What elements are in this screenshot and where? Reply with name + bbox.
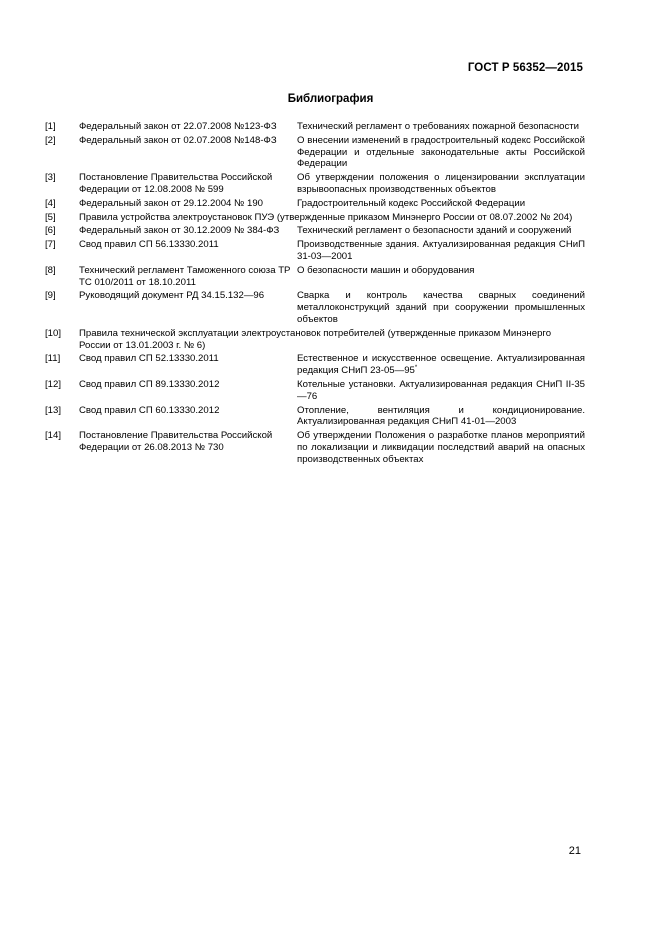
reference-full-text: Правила технической эксплуатации электроустановок потребителей (утвержденные приказом Минэнерго России от 13.01.2003 г. № 6) [79,327,552,351]
reference-item [45,353,585,377]
reference-number: [5] [45,211,56,223]
reference-source: Руководящий документ РД 34.15.132—96 [79,290,265,302]
reference-number: [14] [45,430,62,442]
reference-source: Свод правил СП 60.13330.2012 [79,404,220,416]
reference-source: Свод правил СП 56.13330.2011 [79,239,219,251]
reference-item [45,212,585,224]
reference-description: Технический регламент о безопасности зданий и сооружений [297,225,572,237]
reference-description: Котельные установки. Актуализированная редакция СНиП II-35—76 [297,378,585,402]
reference-description: Об утверждении положения о лицензировании эксплуатации взрывоопасных производственных объектов [297,172,585,195]
reference-description: О внесении изменений в градостроительный кодекс Российской Федерации и отдельные законодательные акты Российской Федерации [297,134,585,170]
reference-item [45,198,585,210]
bibliography-list [45,121,585,468]
reference-source: Федеральный закон от 22.07.2008 №123-ФЗ [79,121,277,132]
reference-item [45,172,585,196]
reference-source: Свод правил СП 52.13330.2011 [79,353,219,365]
reference-item [45,225,585,237]
reference-source: Постановление Правительства Российской Федерации от 12.08.2008 № 599 [79,172,273,195]
reference-number: [1] [45,121,56,132]
reference-number: [10] [45,327,62,339]
reference-item [45,121,585,133]
reference-number: [12] [45,378,62,390]
reference-description: Технический регламент о требованиях пожарной безопасности [297,121,580,132]
reference-item [45,379,585,403]
reference-number: [6] [45,225,56,237]
reference-full-text: Правила устройства электроустановок ПУЭ (утвержденные приказом Минэнерго России от 08.07.2002 № 204) [79,211,573,223]
reference-source: Свод правил СП 89.13330.2012 [79,378,220,390]
reference-number: [3] [45,172,56,184]
reference-number: [13] [45,404,62,416]
reference-description: Градостроительный кодекс Российской Федерации [297,197,526,209]
reference-source: Технический регламент Таможенного союза ТР ТС 010/2011 от 18.10.2011 [79,264,291,288]
reference-item [45,135,585,170]
reference-source: Постановление Правительства Российской Федерации от 26.08.2013 № 730 [79,430,273,453]
reference-number: [9] [45,290,56,302]
reference-number: [4] [45,197,56,209]
footnote-mark: * [414,364,418,371]
page-number: 21 [568,845,581,857]
reference-source: Федеральный закон от 29.12.2004 № 190 [79,197,264,209]
reference-description: Отопление, вентиляция и кондиционирование. Актуализированная редакция СНиП 41-01—2003 [297,404,585,428]
reference-item [45,405,585,429]
reference-item [45,430,585,465]
reference-number: [8] [45,264,56,276]
reference-item [45,328,585,352]
reference-item [45,265,585,289]
reference-source: Федеральный закон от 30.12.2009 № 384-ФЗ [79,225,280,237]
reference-source: Федеральный закон от 02.07.2008 №148-ФЗ [79,134,277,146]
reference-description: О безопасности машин и оборудования [297,264,475,276]
reference-number: [7] [45,239,56,251]
document-header: ГОСТ Р 56352—2015 [467,62,583,74]
reference-description [297,353,585,377]
reference-description: Об утверждении Положения о разработке планов мероприятий по локализации и ликвидации последствий аварий на опасных производственных объектах [297,430,585,465]
bibliography-title: Библиография [287,93,374,105]
reference-item [45,290,585,325]
reference-description-text: Естественное и искусственное освещение. Актуализированная редакция СНиП 23-05—95 [297,353,585,377]
reference-item [45,239,585,263]
reference-description: Сварка и контроль качества сварных соединений металлоконструкций зданий при сооружении промышленных объектов [297,290,585,325]
reference-number: [11] [45,353,61,365]
reference-description: Производственные здания. Актуализированная редакция СНиП 31-03—2001 [297,239,585,262]
reference-number: [2] [45,134,56,146]
